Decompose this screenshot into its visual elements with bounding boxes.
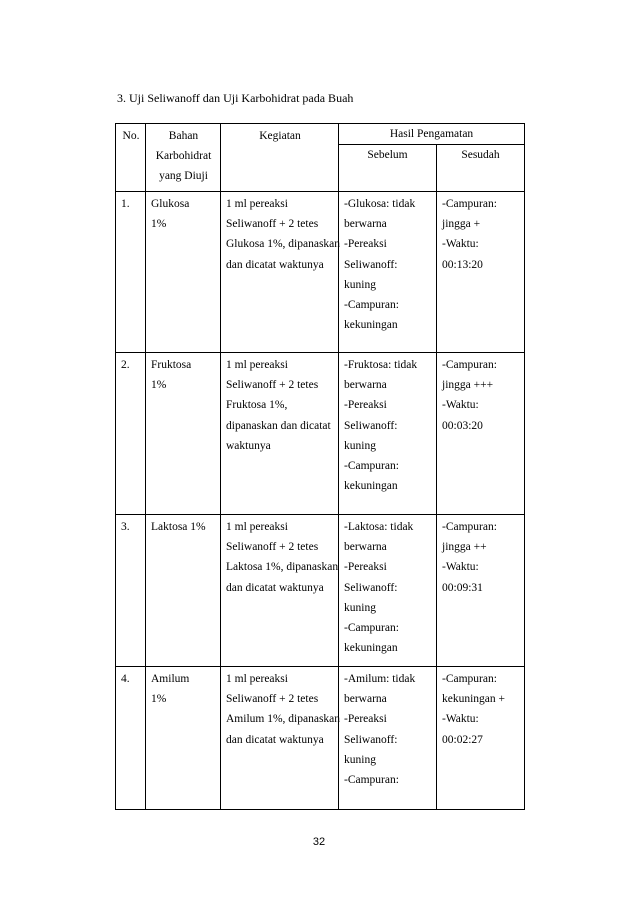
cell-line: -Waktu: — [442, 713, 479, 726]
table-row — [116, 667, 525, 810]
cell-line: Amilum — [151, 673, 190, 685]
cell-line: -Laktosa: tidak — [344, 521, 414, 533]
header-bahan: Bahan Karbohidrat yang Diuji — [146, 124, 221, 192]
cell-sesudah — [437, 353, 525, 515]
cell-line: 1 ml pereaksi — [226, 673, 288, 685]
header-hasil-pengamatan: Hasil Pengamatan — [339, 124, 525, 145]
cell-line: 1 ml pereaksi — [226, 521, 288, 533]
cell-line: 1. — [121, 198, 130, 210]
cell-line: -Campuran: — [344, 773, 399, 786]
cell-line: 00:03:20 — [442, 419, 483, 432]
header-kegiatan: Kegiatan — [221, 124, 339, 192]
cell-no — [116, 515, 146, 667]
cell-line: -Pereaksi — [344, 713, 387, 726]
cell-line: kekuningan — [344, 642, 398, 655]
cell-sebelum — [339, 667, 437, 810]
cell-line: Seliwanoff + 2 tetes — [226, 541, 319, 554]
cell-line: jingga ++ — [442, 541, 487, 554]
cell-line: kuning — [344, 753, 376, 766]
cell-line: 1 ml pereaksi — [226, 359, 288, 371]
cell-line: berwarna — [344, 541, 387, 554]
table-row — [116, 353, 525, 515]
cell-line: Laktosa 1%, dipanaskan — [226, 561, 339, 574]
cell-line: -Waktu: — [442, 561, 479, 574]
cell-line: -Campuran: — [344, 298, 399, 311]
cell-line: -Campuran: — [442, 521, 497, 533]
cell-line: waktunya — [226, 439, 271, 452]
section-heading: 3. Uji Seliwanoff dan Uji Karbohidrat pada Buah — [117, 91, 354, 105]
cell-no — [116, 667, 146, 810]
cell-line: Seliwanoff: — [344, 258, 398, 271]
cell-kegiatan — [221, 353, 339, 515]
cell-line: 1 ml pereaksi — [226, 198, 288, 210]
cell-line: -Pereaksi — [344, 399, 387, 412]
cell-line: Seliwanoff + 2 tetes — [226, 379, 319, 392]
cell-line: Seliwanoff + 2 tetes — [226, 693, 319, 706]
cell-line: 1% — [151, 693, 167, 706]
cell-line: kekuningan — [344, 480, 398, 493]
cell-line: -Fruktosa: tidak — [344, 359, 418, 371]
cell-line: 1% — [151, 218, 167, 231]
table-row — [116, 515, 525, 667]
table-row — [116, 192, 525, 353]
cell-line: 1% — [151, 379, 167, 392]
cell-line: kekuningan — [344, 319, 398, 332]
page-number: 32 — [312, 836, 326, 848]
cell-line: -Amilum: tidak — [344, 673, 416, 685]
header-sesudah: Sesudah — [437, 145, 525, 192]
cell-line: jingga + — [442, 218, 481, 231]
cell-line: Seliwanoff: — [344, 419, 398, 432]
cell-line: Glukosa 1%, dipanaskan — [226, 238, 341, 251]
cell-no — [116, 353, 146, 515]
cell-line: kekuningan + — [442, 693, 506, 706]
cell-line: jingga +++ — [442, 379, 494, 392]
cell-sesudah — [437, 667, 525, 810]
cell-line: -Glukosa: tidak — [344, 198, 416, 210]
cell-line: dan dicatat waktunya — [226, 733, 324, 746]
cell-line: dipanaskan dan dicatat — [226, 419, 331, 432]
cell-line: -Campuran: — [442, 673, 497, 685]
cell-line: berwarna — [344, 379, 387, 392]
cell-sebelum — [339, 515, 437, 667]
cell-line: -Campuran: — [344, 459, 399, 472]
cell-bahan — [146, 353, 221, 515]
cell-line: dan dicatat waktunya — [226, 258, 324, 271]
cell-line: kuning — [344, 278, 376, 291]
cell-line: -Waktu: — [442, 399, 479, 412]
cell-line: -Pereaksi — [344, 561, 387, 574]
cell-line: -Pereaksi — [344, 238, 387, 251]
cell-line: 2. — [121, 359, 130, 371]
cell-line: berwarna — [344, 693, 387, 706]
cell-sesudah — [437, 192, 525, 353]
cell-line: Fruktosa — [151, 359, 192, 371]
cell-line: 4. — [121, 673, 130, 685]
header-row — [116, 124, 525, 145]
cell-line: kuning — [344, 439, 376, 452]
cell-sebelum — [339, 353, 437, 515]
cell-bahan — [146, 667, 221, 810]
cell-line: 00:02:27 — [442, 733, 483, 746]
cell-line: 00:13:20 — [442, 258, 483, 271]
cell-sesudah — [437, 515, 525, 667]
cell-line: 00:09:31 — [442, 581, 483, 594]
cell-line: Fruktosa 1%, — [226, 399, 288, 412]
header-sebelum: Sebelum — [339, 145, 437, 192]
cell-line: Amilum 1%, dipanaskan — [226, 713, 341, 726]
cell-kegiatan — [221, 667, 339, 810]
cell-line: -Campuran: — [442, 359, 497, 371]
cell-line: -Waktu: — [442, 238, 479, 251]
cell-line: dan dicatat waktunya — [226, 581, 324, 594]
cell-line: -Campuran: — [442, 198, 497, 210]
cell-line: Seliwanoff + 2 tetes — [226, 218, 319, 231]
cell-kegiatan — [221, 192, 339, 353]
cell-bahan — [146, 515, 221, 667]
cell-kegiatan — [221, 515, 339, 667]
observation-table — [115, 123, 525, 810]
cell-line: Seliwanoff: — [344, 581, 398, 594]
cell-line: kuning — [344, 601, 376, 614]
cell-line: Seliwanoff: — [344, 733, 398, 746]
cell-sebelum — [339, 192, 437, 353]
cell-line: 3. — [121, 521, 130, 533]
cell-line: -Campuran: — [344, 621, 399, 634]
cell-line: Laktosa 1% — [151, 521, 206, 533]
cell-line: berwarna — [344, 218, 387, 231]
header-no: No. — [116, 124, 146, 192]
cell-bahan — [146, 192, 221, 353]
cell-line: Glukosa — [151, 198, 190, 210]
cell-no — [116, 192, 146, 353]
